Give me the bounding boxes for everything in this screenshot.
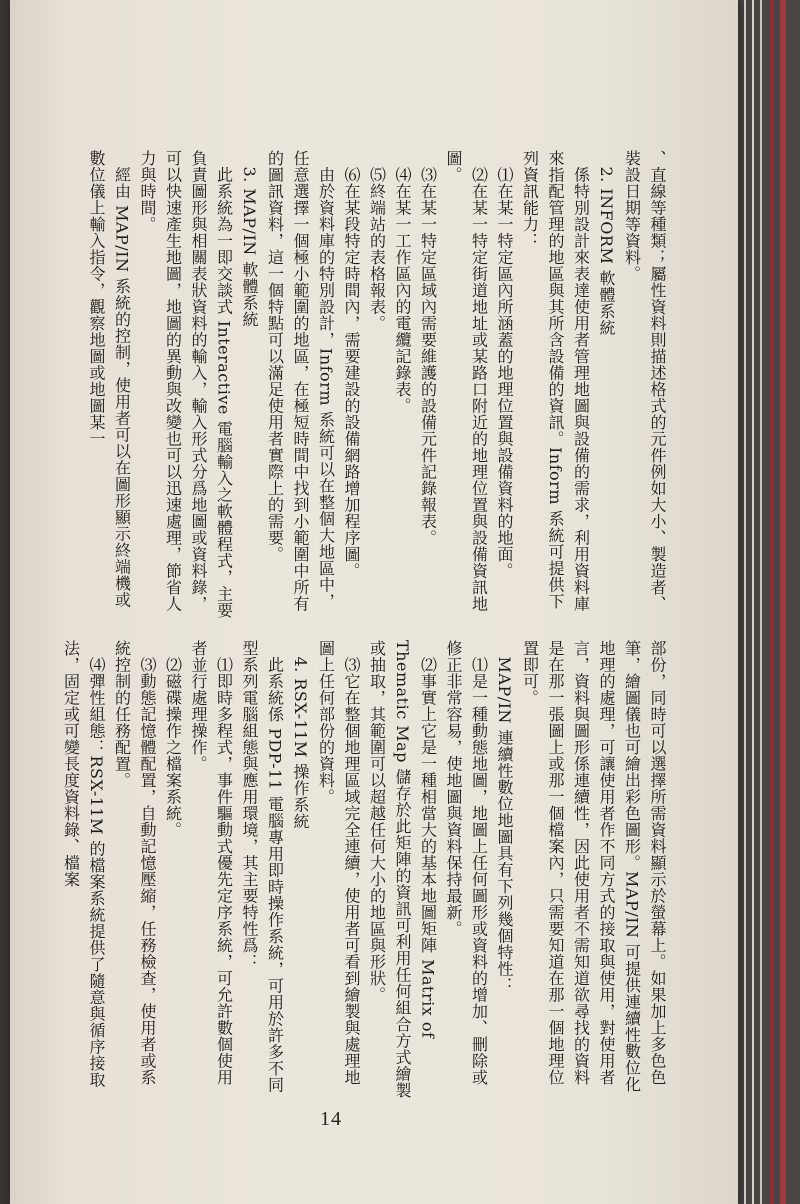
cover-edge-red bbox=[770, 0, 774, 1204]
book-page bbox=[10, 0, 738, 1204]
page-stack-edges bbox=[738, 0, 800, 1204]
page-edge-line bbox=[760, 0, 762, 1204]
upper-text-block: 、直線等種類；屬性資料則描述格式的元件例如大小、製造者、裝設日期等資料。 2. INFORM 軟體系統 係特別設計來表達使用者管理地圖與設備的需求，利用資料庫來指配管理的地區與其所含設備的資訊。Inform 系統可提供下列資訊能力： ⑴在某一特定區內所涵蓋的地理位置與設備資料的地面。 ⑵在某一特定街道地址或某路口附近的地理位置與設備資訊地圖。 ⑶在某一特定區域內需要維護的設備元件記錄報表。 ⑷在某一工作區內的電纜記錄表。 ⑸終端站的表格報表。 ⑹在某段特定時間內，需要建設的設備網路增加程序圖。 由於資料庫的特別設計，Inform 系統可以在整個大地區中，任意選擇一個極小範圍的地區，在極短時間中找到小範圍中所有的圖訊資料，這一個特點可以滿足使用者實際上的需要。 3. MAP/IN 軟體系統 此系統為一即交談式 Interactive 電腦輸入之軟體程式，主要負責圖形與相關表狀資料的輸入，輸入形式分爲地圖或資料錄，可以快速產生地圖，地圖的異動與改變也可以迅速處理，節省人力與時間。 經由 MAP/IN 系統的控制，使用者可以在圖形顯示終端機或數位儀上輸入指令，觀察地圖或地圖某一 bbox=[87, 150, 667, 619]
page-body bbox=[30, 150, 670, 1150]
lower-text-block: 部份，同時可以選擇所需資料顯示於螢幕上。如果加上多色色筆，繪圖儀也可繪出彩色圖形。MAP/IN 可提供連續性數位化地理的處理，可讓使用者作不同方式的接取與使用，對使用者言，資料與圖形係連續性，因此使用者不需知道欲尋找的資料是在那一張圖上或那一個檔案內，只需要知道在那一個地理位置即可。 MAP/IN 連續性數位地圖具有下列幾個特性： ⑴是一種動態地圖，地圖上任何圖形或資料的增加、刪除或修正非常容易，使地圖與資料保持最新。 ⑵事實上它是一種相當大的基本地圖矩陣 Matrix of Thematic Map 儲存於此矩陣的資訊可利用任何組合方式繪製或抽取，其範圍可以超越任何大小的地區與形狀。 ⑶它在整個地理區域完全連續，使用者可看到繪製與處理地圖上任何部份的資料。 4. RSX-11M 操作系統 此系統係 PDP-11 電腦專用即時操作系統，可用於許多不同型系列電腦組態與應用環境，其主要特性爲： ⑴即時多程式，事件驅動式優先定序系統，可允許數個使用者並行處理操作。 ⑵磁碟操作之檔案系統。 ⑶動態記憶體配置，自動記憶壓縮，任務檢查，使用者或系統控制的任務配置。 ⑷彈性組態：RSX-11M 的檔案系統提供了隨意與循序接取法，固定或可變長度資料錄、檔案 bbox=[61, 640, 667, 1099]
page-edge-line bbox=[744, 0, 746, 1204]
page-edge-line bbox=[752, 0, 754, 1204]
cover-edge-red bbox=[780, 0, 786, 1204]
page-number: 14 bbox=[320, 1108, 342, 1130]
